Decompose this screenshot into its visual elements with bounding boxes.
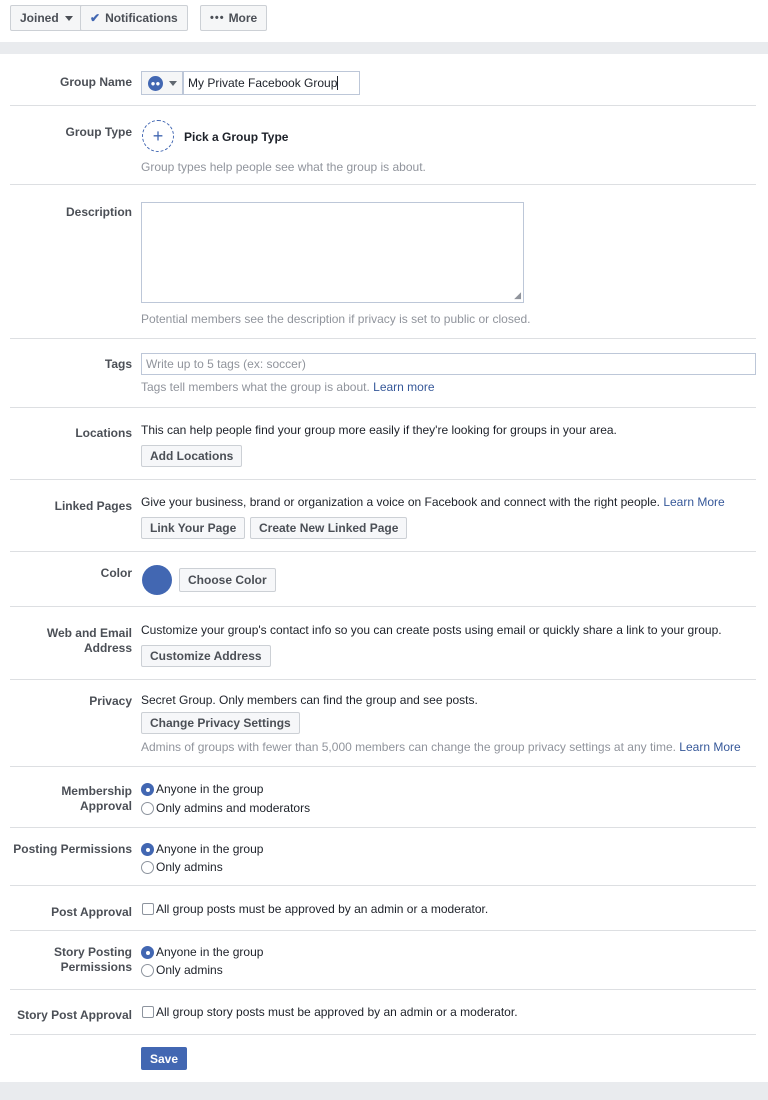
membership-label-line1: Membership: [61, 784, 132, 798]
web-email-label-line1: Web and Email: [46, 626, 132, 640]
privacy-label: Privacy: [89, 694, 132, 708]
group-name-row: [10, 54, 756, 106]
text-cursor: [337, 76, 338, 90]
choose-color-button[interactable]: Choose Color: [179, 568, 276, 592]
change-privacy-button[interactable]: Change Privacy Settings: [141, 712, 300, 734]
description-row: [10, 185, 756, 339]
group-type-label: Group Type: [65, 125, 132, 139]
top-bar: [0, 0, 768, 42]
story-admins-radio[interactable]: [141, 964, 154, 977]
story-posting-label-line1: Story Posting: [53, 945, 132, 959]
linked-pages-row: [10, 480, 756, 552]
post-approval-checkbox-label[interactable]: All group posts must be approved by an admin or a moderator.: [156, 902, 489, 916]
membership-admins-label[interactable]: Only admins and moderators: [156, 801, 311, 815]
tags-learn-more-link[interactable]: Learn more: [373, 380, 435, 394]
top-divider-band: [0, 42, 768, 54]
add-locations-button[interactable]: Add Locations: [141, 445, 242, 467]
membership-approval-row: [10, 767, 756, 828]
resize-handle-icon[interactable]: ◢: [514, 290, 521, 300]
posting-anyone-label[interactable]: Anyone in the group: [156, 842, 264, 856]
notifications-label: Notifications: [105, 11, 178, 25]
notifications-button[interactable]: [80, 5, 188, 31]
check-icon: ✔: [90, 11, 101, 25]
linked-pages-learn-more-link[interactable]: Learn More: [663, 495, 725, 509]
web-email-label-line2: Address: [83, 641, 132, 655]
linked-pages-text: Give your business, brand or organization a voice on Facebook and connect with the right people.: [141, 495, 660, 509]
group-type-help: Group types help people see what the group is about.: [141, 160, 426, 174]
privacy-text: Secret Group. Only members can find the group and see posts.: [141, 693, 478, 707]
posting-anyone-radio[interactable]: [141, 843, 154, 856]
description-label: Description: [65, 205, 132, 219]
story-posting-label-line2: Permissions: [60, 960, 132, 974]
joined-button[interactable]: [10, 5, 83, 31]
group-name-input[interactable]: [183, 71, 360, 95]
post-approval-label: Post Approval: [51, 905, 132, 919]
joined-label: Joined: [20, 11, 59, 25]
story-anyone-label[interactable]: Anyone in the group: [156, 945, 264, 959]
posting-admins-radio[interactable]: [141, 861, 154, 874]
group-name-value: My Private Facebook Group: [188, 76, 338, 90]
more-button[interactable]: [200, 5, 267, 31]
tags-row: [10, 339, 756, 408]
tags-help: Tags tell members what the group is about.: [141, 380, 370, 394]
group-icon-selector[interactable]: [141, 71, 183, 95]
story-anyone-radio[interactable]: [141, 946, 154, 959]
pick-group-type-link[interactable]: Pick a Group Type: [184, 130, 289, 144]
add-group-type-button[interactable]: [142, 120, 174, 152]
story-post-approval-label: Story Post Approval: [17, 1008, 132, 1022]
tags-input[interactable]: [141, 353, 756, 375]
post-approval-checkbox[interactable]: [142, 903, 154, 915]
posting-admins-label[interactable]: Only admins: [156, 860, 223, 874]
tags-placeholder: Write up to 5 tags (ex: soccer): [146, 357, 306, 371]
posting-permissions-label: Posting Permissions: [13, 842, 132, 856]
group-type-row: [10, 106, 756, 185]
membership-label-line2: Approval: [79, 799, 132, 813]
story-posting-row: [10, 931, 756, 990]
color-swatch[interactable]: [142, 565, 172, 595]
link-your-page-button[interactable]: Link Your Page: [141, 517, 245, 539]
privacy-row: [10, 680, 756, 767]
web-email-text: Customize your group's contact info so you can create posts using email or quickly share a link to your group.: [141, 623, 722, 637]
story-post-approval-checkbox[interactable]: [142, 1006, 154, 1018]
color-row: [10, 552, 756, 607]
locations-row: [10, 408, 756, 480]
group-name-label: Group Name: [59, 75, 132, 89]
caret-down-icon: [65, 16, 73, 21]
membership-admins-radio[interactable]: [141, 802, 154, 815]
web-email-row: [10, 607, 756, 680]
post-approval-row: [10, 886, 756, 931]
membership-anyone-label[interactable]: Anyone in the group: [156, 782, 264, 796]
bottom-band: [0, 1082, 768, 1100]
tags-label: Tags: [104, 357, 132, 371]
locations-label: Locations: [75, 426, 132, 440]
customize-address-button[interactable]: Customize Address: [141, 645, 271, 667]
linked-pages-label: Linked Pages: [54, 499, 132, 513]
save-button[interactable]: Save: [141, 1047, 187, 1070]
privacy-learn-more-link[interactable]: Learn More: [679, 740, 741, 754]
plus-icon: +: [152, 125, 164, 146]
more-dots-icon: •••: [210, 12, 225, 24]
more-label: More: [228, 11, 258, 25]
group-icon: ●●: [148, 76, 163, 91]
chevron-down-icon: [169, 81, 177, 86]
story-admins-label[interactable]: Only admins: [156, 963, 223, 977]
membership-anyone-radio[interactable]: [141, 783, 154, 796]
locations-text: This can help people find your group more easily if they're looking for groups in your area.: [141, 423, 617, 437]
story-post-approval-row: [10, 990, 756, 1035]
privacy-help: Admins of groups with fewer than 5,000 members can change the group privacy settings at any time.: [141, 740, 676, 754]
create-linked-page-button[interactable]: Create New Linked Page: [250, 517, 407, 539]
description-textarea[interactable]: [141, 202, 524, 303]
posting-permissions-row: [10, 828, 756, 886]
story-post-approval-checkbox-label[interactable]: All group story posts must be approved by an admin or a moderator.: [156, 1005, 518, 1019]
description-help: Potential members see the description if privacy is set to public or closed.: [141, 312, 531, 326]
color-label: Color: [100, 566, 132, 580]
